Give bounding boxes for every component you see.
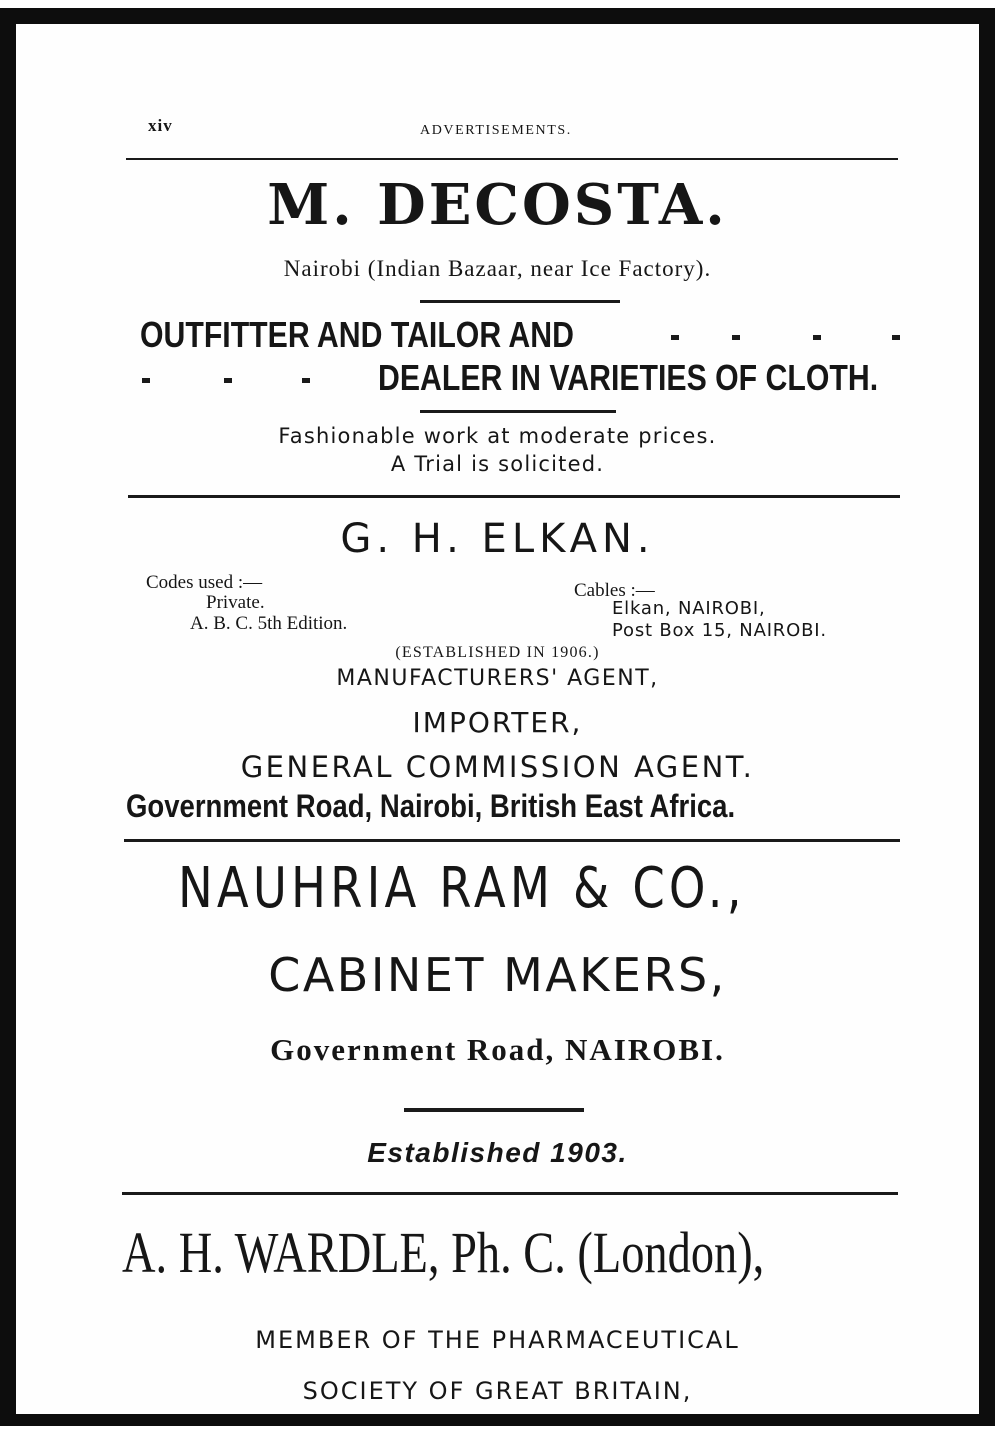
- dash-mark: [732, 335, 740, 340]
- wardle-established: Established 1903.: [367, 1137, 628, 1168]
- page-number: xiv: [148, 116, 173, 135]
- elkan-codes-heading: Codes used :—: [146, 572, 263, 593]
- decosta-line-outfitter: OUTFITTER AND TAILOR AND: [140, 314, 574, 355]
- elkan-role-commission: GENERAL COMMISSION AGENT.: [240, 750, 755, 784]
- dash-mark: [302, 378, 310, 383]
- section-divider-3: [122, 1192, 898, 1195]
- page-frame: [0, 8, 995, 1426]
- nauhria-address: Government Road, NAIROBI.: [270, 1032, 725, 1067]
- dash-mark: [224, 378, 232, 383]
- decosta-tagline-1: Fashionable work at moderate prices.: [278, 424, 717, 448]
- section-divider-1: [128, 495, 900, 498]
- dash-mark: [813, 335, 821, 340]
- elkan-address: Government Road, Nairobi, British East Africa.: [126, 788, 736, 824]
- page-title: ADVERTISEMENTS.: [420, 123, 572, 138]
- nauhria-name: NAUHRIA RAM & CO.,: [178, 856, 746, 921]
- decosta-rule-2: [420, 410, 616, 413]
- elkan-established: (ESTABLISHED IN 1906.): [395, 644, 600, 661]
- elkan-cables-postbox: Post Box 15, NAIROBI.: [612, 620, 827, 641]
- wardle-member-line-1: MEMBER OF THE PHARMACEUTICAL: [255, 1326, 740, 1354]
- decosta-tagline-2: A Trial is solicited.: [390, 452, 605, 476]
- decosta-rule-1: [420, 300, 620, 303]
- nauhria-rule: [404, 1108, 584, 1112]
- decosta-address: Nairobi (Indian Bazaar, near Ice Factory).: [283, 256, 712, 281]
- elkan-name: G. H. ELKAN.: [340, 516, 655, 562]
- dash-mark: [671, 335, 679, 340]
- header-rule: [126, 158, 898, 160]
- dash-mark: [892, 335, 900, 340]
- elkan-codes-private: Private.: [206, 592, 265, 613]
- nauhria-trade: CABINET MAKERS,: [268, 948, 727, 1002]
- elkan-codes-abc: A. B. C. 5th Edition.: [190, 613, 348, 634]
- elkan-cables-address: Elkan, NAIROBI,: [612, 598, 766, 619]
- dash-mark: [142, 378, 150, 383]
- section-divider-2: [124, 839, 900, 842]
- decosta-line-dealer: DEALER IN VARIETIES OF CLOTH.: [378, 357, 879, 398]
- elkan-cables-heading: Cables :—: [574, 580, 655, 601]
- elkan-role-agent: MANUFACTURERS' AGENT,: [336, 666, 659, 691]
- elkan-role-importer: IMPORTER,: [412, 706, 583, 739]
- decosta-name: M. DECOSTA.: [267, 172, 728, 238]
- wardle-name: A. H. WARDLE, Ph. C. (London),: [122, 1220, 765, 1285]
- wardle-member-line-2: SOCIETY OF GREAT BRITAIN,: [302, 1377, 693, 1405]
